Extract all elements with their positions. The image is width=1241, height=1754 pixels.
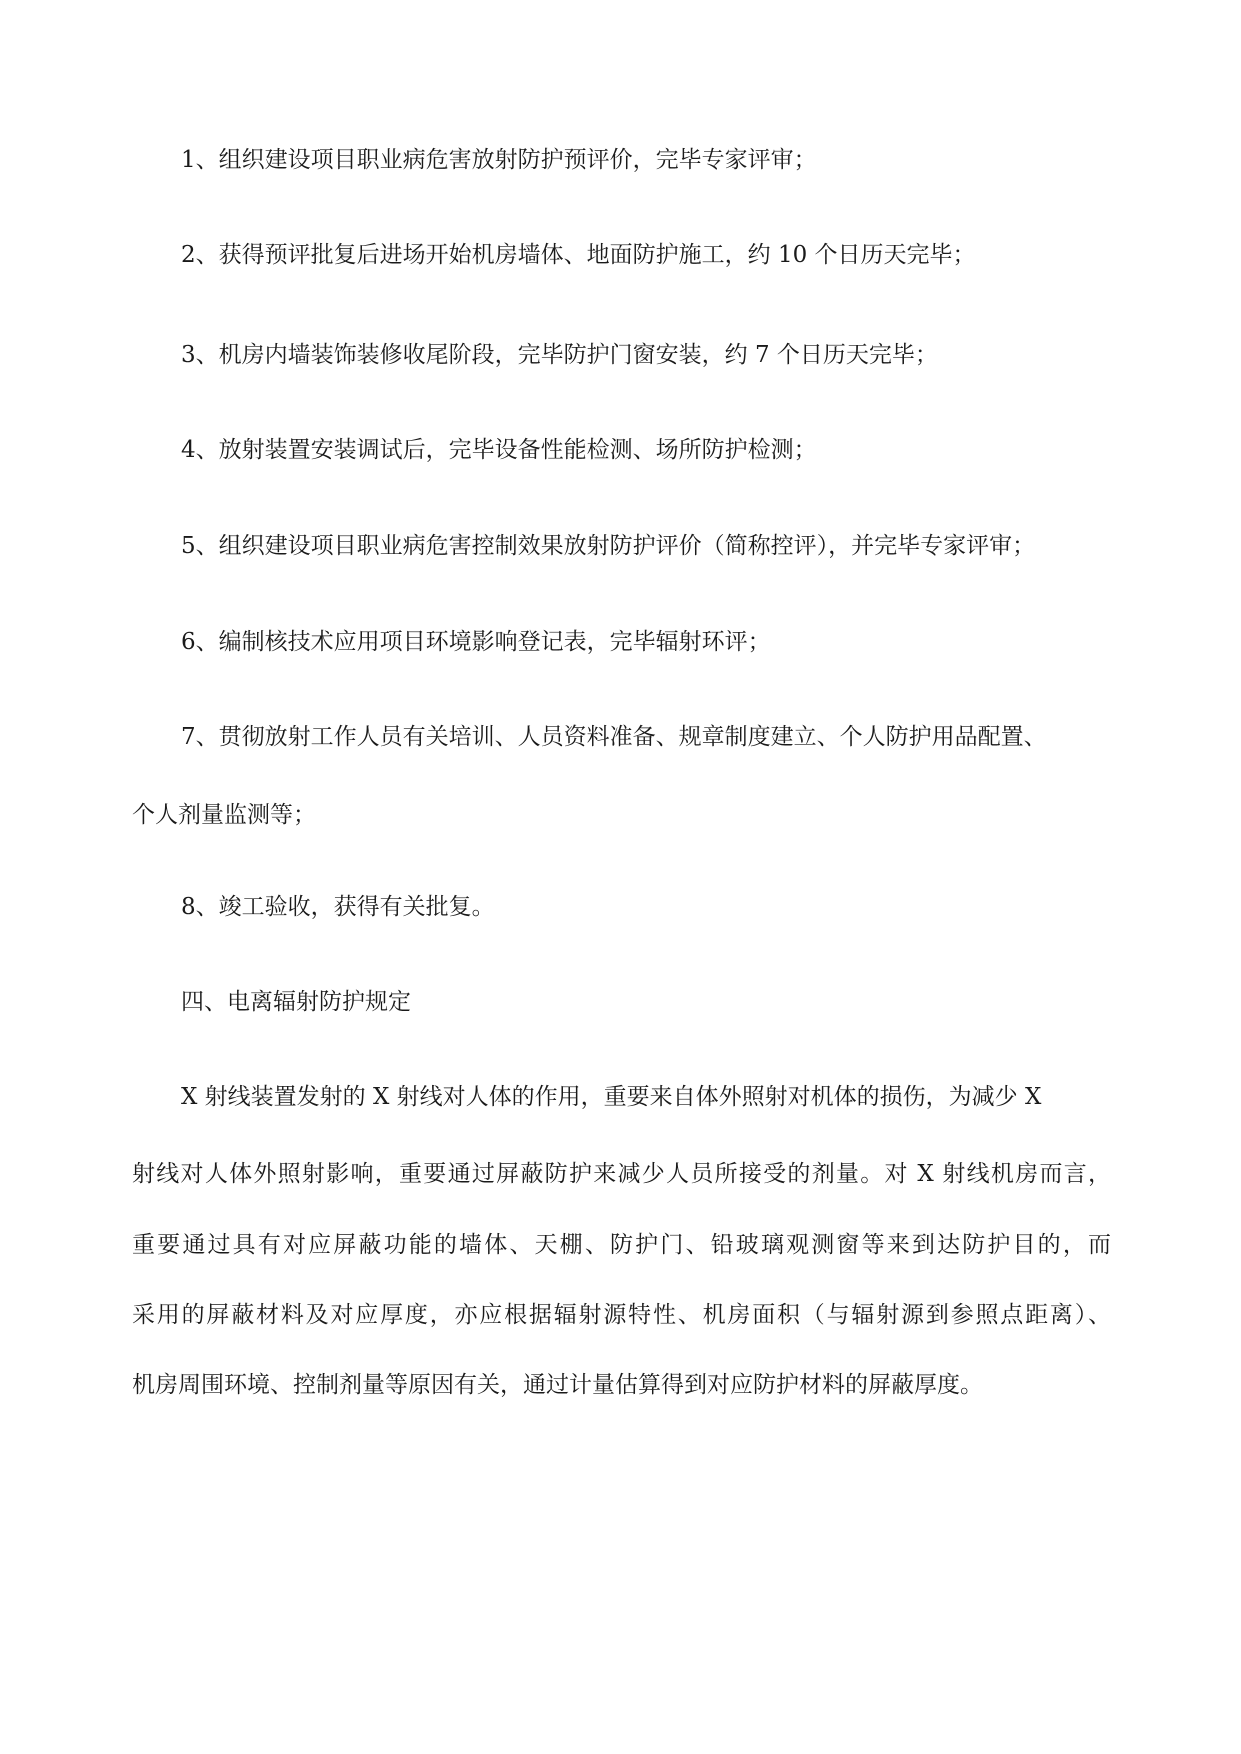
paragraph-line-3: 重要通过具有对应屏蔽功能的墙体、天棚、防护门、铅玻璃观测窗等来到达防护目的，而 [132,1232,1111,1258]
step-1: 1、组织建设项目职业病危害放射防护预评价，完毕专家评审； [181,147,817,173]
step-8: 8、竣工验收，获得有关批复。 [181,894,495,920]
paragraph-line-5: 机房周围环境、控制剂量等原因有关，通过计量估算得到对应防护材料的屏蔽厚度。 [132,1372,983,1398]
step-5: 5、组织建设项目职业病危害控制效果放射防护评价（简称控评），并完毕专家评审； [181,533,1036,559]
step-6: 6、编制核技术应用项目环境影响登记表，完毕辐射环评； [181,629,771,655]
step-3: 3、机房内墙装饰装修收尾阶段，完毕防护门窗安装，约 7 个日历天完毕； [181,342,938,368]
paragraph-line-2: 射线对人体外照射影响，重要通过屏蔽防护来减少人员所接受的剂量。对 X 射线机房而言， [132,1161,1111,1187]
step-7-continuation: 个人剂量监测等； [132,802,316,828]
section-heading: 四、电离辐射防护规定 [181,989,411,1015]
paragraph-line-1: X 射线装置发射的 X 射线对人体的作用，重要来自体外照射对机体的损伤，为减少 X [181,1084,1042,1110]
paragraph-line-4: 采用的屏蔽材料及对应厚度，亦应根据辐射源特性、机房面积（与辐射源到参照点距离）、 [132,1302,1111,1328]
step-4: 4、放射装置安装调试后，完毕设备性能检测、场所防护检测； [181,437,817,463]
step-7: 7、贯彻放射工作人员有关培训、人员资料准备、规章制度建立、个人防护用品配置、 [181,724,1047,750]
step-2: 2、获得预评批复后进场开始机房墙体、地面防护施工，约 10 个日历天完毕； [181,242,976,268]
